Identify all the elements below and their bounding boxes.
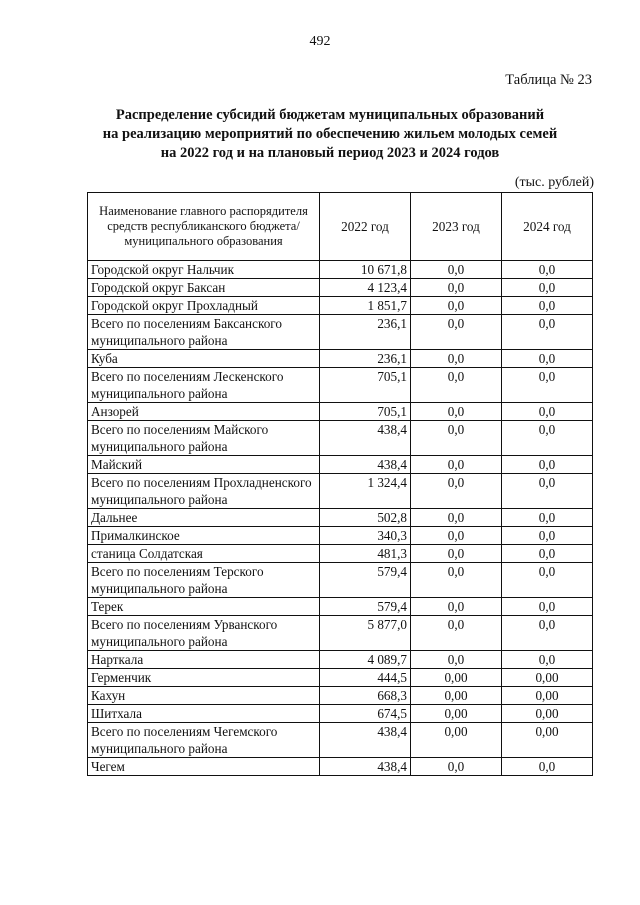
cell-2023: 0,0 xyxy=(411,509,502,527)
cell-2024: 0,0 xyxy=(502,509,593,527)
table-row xyxy=(88,261,593,279)
table-row xyxy=(88,421,593,456)
cell-2022: 674,5 xyxy=(320,705,411,723)
cell-name: Дальнее xyxy=(88,509,320,527)
cell-2022: 438,4 xyxy=(320,723,411,758)
table-body xyxy=(88,261,593,776)
cell-2023: 0,0 xyxy=(411,598,502,616)
subsidy-table xyxy=(87,192,593,776)
cell-name: Городской округ Баксан xyxy=(88,279,320,297)
cell-2022: 579,4 xyxy=(320,598,411,616)
cell-2024: 0,0 xyxy=(502,474,593,509)
cell-2022: 5 877,0 xyxy=(320,616,411,651)
title-line: на реализацию мероприятий по обеспечению жильем молодых семей xyxy=(102,126,558,142)
cell-2023: 0,0 xyxy=(411,368,502,403)
table-row xyxy=(88,527,593,545)
cell-2022: 444,5 xyxy=(320,669,411,687)
cell-name: Шитхала xyxy=(88,705,320,723)
cell-2024: 0,0 xyxy=(502,403,593,421)
cell-name: Всего по поселениям Баксанского муниципального района xyxy=(88,315,320,350)
cell-name: станица Солдатская xyxy=(88,545,320,563)
cell-2023: 0,00 xyxy=(411,723,502,758)
table-row xyxy=(88,723,593,758)
table-header-row xyxy=(88,193,593,261)
cell-2023: 0,00 xyxy=(411,687,502,705)
cell-2024: 0,0 xyxy=(502,545,593,563)
table-row xyxy=(88,403,593,421)
cell-2024: 0,0 xyxy=(502,421,593,456)
table-row xyxy=(88,598,593,616)
cell-2022: 438,4 xyxy=(320,758,411,776)
cell-2022: 1 324,4 xyxy=(320,474,411,509)
cell-2024: 0,0 xyxy=(502,758,593,776)
cell-2023: 0,0 xyxy=(411,261,502,279)
cell-2024: 0,0 xyxy=(502,315,593,350)
cell-2022: 340,3 xyxy=(320,527,411,545)
cell-2023: 0,0 xyxy=(411,403,502,421)
cell-2022: 481,3 xyxy=(320,545,411,563)
cell-2024: 0,0 xyxy=(502,456,593,474)
cell-2022: 10 671,8 xyxy=(320,261,411,279)
cell-name: Всего по поселениям Терского муниципального района xyxy=(88,563,320,598)
cell-2022: 438,4 xyxy=(320,456,411,474)
cell-2022: 668,3 xyxy=(320,687,411,705)
cell-name: Герменчик xyxy=(88,669,320,687)
units-label: (тыс. рублей) xyxy=(514,175,594,190)
cell-2024: 0,0 xyxy=(502,261,593,279)
header-2024: 2024 год xyxy=(502,193,593,261)
cell-2024: 0,00 xyxy=(502,723,593,758)
cell-2022: 1 851,7 xyxy=(320,297,411,315)
cell-2023: 0,0 xyxy=(411,421,502,456)
cell-2023: 0,0 xyxy=(411,758,502,776)
cell-2023: 0,0 xyxy=(411,651,502,669)
table-label: Таблица № 23 xyxy=(505,72,592,88)
table-row xyxy=(88,315,593,350)
title-line: Распределение субсидий бюджетам муниципальных образований xyxy=(115,107,545,123)
cell-2023: 0,0 xyxy=(411,279,502,297)
table-row xyxy=(88,758,593,776)
cell-name: Городской округ Прохладный xyxy=(88,297,320,315)
cell-name: Майский xyxy=(88,456,320,474)
cell-name: Городской округ Нальчик xyxy=(88,261,320,279)
cell-2022: 4 123,4 xyxy=(320,279,411,297)
cell-2024: 0,0 xyxy=(502,616,593,651)
header-2023: 2023 год xyxy=(411,193,502,261)
cell-2024: 0,00 xyxy=(502,669,593,687)
table-row xyxy=(88,474,593,509)
cell-2024: 0,0 xyxy=(502,598,593,616)
cell-2024: 0,0 xyxy=(502,651,593,669)
cell-2022: 579,4 xyxy=(320,563,411,598)
cell-2024: 0,00 xyxy=(502,705,593,723)
cell-2024: 0,0 xyxy=(502,527,593,545)
table-row xyxy=(88,350,593,368)
table-row xyxy=(88,368,593,403)
cell-2022: 705,1 xyxy=(320,368,411,403)
table-row xyxy=(88,651,593,669)
cell-2023: 0,0 xyxy=(411,456,502,474)
cell-2023: 0,0 xyxy=(411,545,502,563)
cell-name: Всего по поселениям Прохладненского муниципального района xyxy=(88,474,320,509)
cell-name: Всего по поселениям Майского муниципального района xyxy=(88,421,320,456)
cell-2024: 0,0 xyxy=(502,279,593,297)
cell-name: Прималкинское xyxy=(88,527,320,545)
cell-name: Анзорей xyxy=(88,403,320,421)
cell-2023: 0,00 xyxy=(411,669,502,687)
table-row xyxy=(88,509,593,527)
cell-name: Всего по поселениям Урванского муниципального района xyxy=(88,616,320,651)
cell-2024: 0,0 xyxy=(502,563,593,598)
table-row xyxy=(88,456,593,474)
header-name: Наименование главного распорядителя средств республиканского бюджета/ муниципального образования xyxy=(88,193,320,261)
cell-2022: 236,1 xyxy=(320,350,411,368)
cell-2023: 0,0 xyxy=(411,350,502,368)
cell-name: Терек xyxy=(88,598,320,616)
cell-2022: 438,4 xyxy=(320,421,411,456)
cell-name: Кахун xyxy=(88,687,320,705)
cell-2022: 502,8 xyxy=(320,509,411,527)
table-row xyxy=(88,669,593,687)
cell-name: Куба xyxy=(88,350,320,368)
cell-name: Нарткала xyxy=(88,651,320,669)
table-row xyxy=(88,297,593,315)
cell-2024: 0,0 xyxy=(502,368,593,403)
cell-2024: 0,0 xyxy=(502,297,593,315)
cell-2023: 0,0 xyxy=(411,563,502,598)
cell-name: Всего по поселениям Лескенского муниципального района xyxy=(88,368,320,403)
cell-name: Всего по поселениям Чегемского муниципального района xyxy=(88,723,320,758)
cell-2023: 0,00 xyxy=(411,705,502,723)
cell-2022: 705,1 xyxy=(320,403,411,421)
table-row xyxy=(88,616,593,651)
cell-2022: 4 089,7 xyxy=(320,651,411,669)
cell-2024: 0,00 xyxy=(502,687,593,705)
cell-2023: 0,0 xyxy=(411,527,502,545)
page-title xyxy=(60,106,600,163)
table-row xyxy=(88,687,593,705)
cell-2022: 236,1 xyxy=(320,315,411,350)
page-number: 492 xyxy=(309,34,331,49)
table-row xyxy=(88,545,593,563)
table-row xyxy=(88,563,593,598)
cell-2023: 0,0 xyxy=(411,474,502,509)
cell-name: Чегем xyxy=(88,758,320,776)
cell-2023: 0,0 xyxy=(411,297,502,315)
cell-2024: 0,0 xyxy=(502,350,593,368)
cell-2023: 0,0 xyxy=(411,616,502,651)
table-row xyxy=(88,705,593,723)
table-row xyxy=(88,279,593,297)
cell-2023: 0,0 xyxy=(411,315,502,350)
title-line: на 2022 год и на плановый период 2023 и 2024 годов xyxy=(160,145,500,161)
header-2022: 2022 год xyxy=(320,193,411,261)
